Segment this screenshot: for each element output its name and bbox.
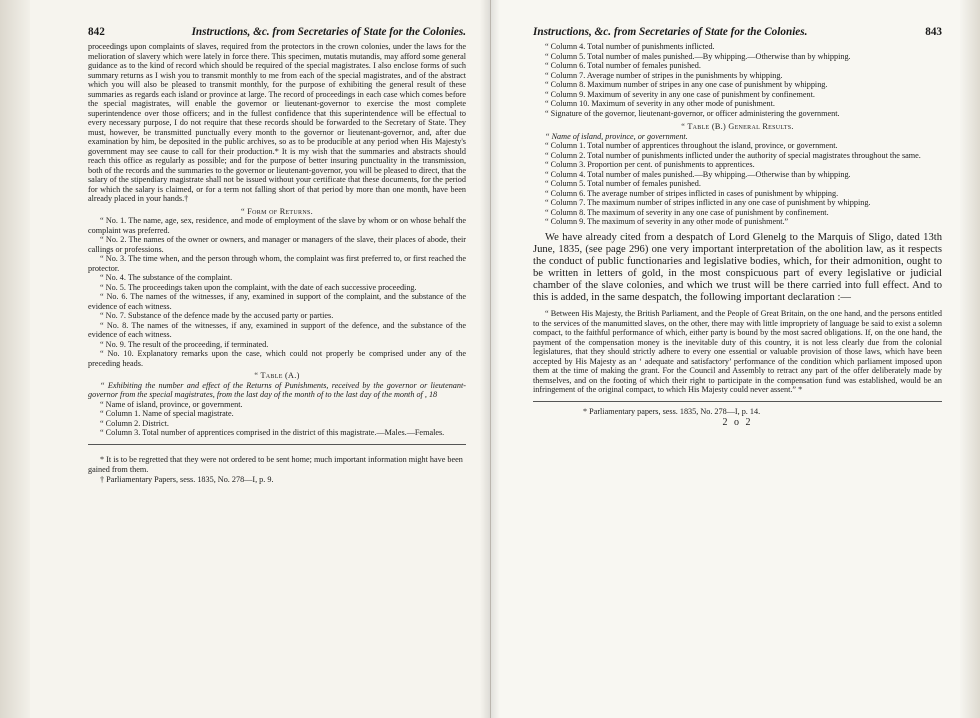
table-a-items-list — [88, 400, 466, 438]
table-a-item: “ Name of island, province, or government. — [100, 399, 243, 409]
left-page-edge — [0, 0, 30, 718]
form-items-list — [88, 216, 466, 368]
table-b-items-list — [533, 132, 942, 227]
left-footnotes — [88, 451, 466, 485]
table-a-column: “ Column 8. Maximum number of stripes in any one case of punishment by whipping. — [545, 80, 828, 89]
form-of-returns-heading: “ Form of Returns. — [241, 206, 313, 216]
table-b-item: “ Column 1. Total number of apprentices throughout the island, province, or government. — [545, 141, 838, 150]
right-body-text — [533, 232, 942, 305]
right-running-title: Instructions, &c. from Secretaries of State for the Colonies. — [533, 26, 808, 38]
table-b-heading: “ Table (B.) General Results. — [681, 122, 794, 131]
left-footnote-rule — [88, 444, 466, 445]
right-running-head — [533, 26, 942, 38]
form-item: “ No. 2. The names of the owner or owners, and manager or managers of the slave, their places of abode, their callings or professions. — [88, 235, 466, 254]
table-a-heading: “ Table (A.) — [254, 371, 300, 380]
right-page-number: 843 — [925, 26, 942, 38]
table-b-item: “ Column 3. Proportion per cent. of punishments to apprentices. — [545, 160, 755, 169]
form-item: “ No. 5. The proceedings taken upon the complaint, with the date of each successive proceeding. — [100, 282, 417, 292]
left-intro-paragraph: proceedings upon complaints of slaves, required from the protectors in the crown colonies, under the laws for the melioration of slavery which were lately in force there. This specimen, mutatis mutandis, may afford some general guidance as to the kind of record which should be required of the special magistrates. I also enclose forms of such summary returns as I wish you to transmit monthly to me from each of the special magistrates, and of the abstract which you will also be pleased to transmit monthly, for the purpose of exhibiting the general result of these summaries as regards each island or province at large. The record of proceedings in each case which comes before the special magistrates, will enable the governor or lieutenant-governor to exercise the most complete superintendence over those officers; and in the fullest confidence that this superintendence will be effectual to every necessary purpose, I do not require that these records should be forwarded to the Secretary of State. They must, however, be transmitted punctually every month to the governor or lieutenant-governor, and, after due examination by him, be deposited in the public archives, so as to be producible at any period when His Majesty's government may see cause to call for their production.* It is my wish that the summaries and abstracts should reach this office as regularly as possible; and for the purpose of better insuring punctuality in the transmission, both of the records and the summaries to the governor or lieutenant-governor, you will be pleased to direct, that the salary of the stipendiary magistrate shall not be issued without your certificate that these documents, for the period for which the salary is claimed, or for a term not falling short of that period by more than one month, have been already placed in your hands.† — [88, 42, 466, 203]
table-a-columns-continued — [533, 42, 942, 118]
table-b-item: “ Name of island, province, or government. — [545, 131, 688, 141]
table-b-item: “ Column 6. The average number of stripes inflicted in cases of punishment by whipping. — [545, 188, 839, 198]
left-footnote: * It is to be regretted that they were not ordered to be sent home; much important information might have been gained from them. — [88, 454, 463, 474]
left-page-number: 842 — [88, 26, 105, 38]
table-b-item: “ Column 2. Total number of punishments inflicted under the authority of special magistrates throughout the same. — [545, 150, 921, 160]
table-b-item: “ Column 9. The maximum of severity in any other mode of punishment.” — [545, 217, 789, 226]
right-footnote-rule — [533, 401, 942, 402]
table-a-column: “ Column 4. Total number of punishments inflicted. — [545, 42, 715, 51]
table-b-item: “ Column 4. Total number of males punished.—By whipping.—Otherwise than by whipping. — [545, 169, 851, 179]
form-item: “ No. 9. The result of the proceeding, if terminated. — [100, 339, 269, 349]
left-text-block — [88, 42, 466, 438]
table-a-column: “ Column 5. Total number of males punished.—By whipping.—Otherwise than by whipping. — [545, 51, 851, 61]
form-item: “ No. 1. The name, age, sex, residence, and mode of employment of the slave by whom or on whose behalf the complaint was preferred. — [88, 216, 466, 235]
right-footnotes — [533, 404, 942, 428]
right-footnote: * Parliamentary papers, sess. 1835, No. 278—I, p. 14. — [583, 406, 761, 416]
form-item: “ No. 10. Explanatory remarks upon the case, which could not properly be comprised under any of the preceding heads. — [88, 349, 466, 368]
form-item: “ No. 7. Substance of the defence made by the accused party or parties. — [100, 311, 334, 320]
table-b-item: “ Column 5. Total number of females punished. — [545, 179, 701, 188]
quoted-declaration: “ Between His Majesty, the British Parliament, and the People of Great Britain, on the one hand, and the persons entitled to the services of the manumitted slaves, on the other, there may with little impropriety of language be said to exist a solemn compact, to the faithful performance of which, either party is bound by the most sacred obligations. If, on the one hand, the payment of the compensation money is the inevitable duty of this country, it is not less clearly due from the colonial legislatures, that they should strictly adhere to every one essential or valuable provision of those laws, which have been accepted by His Majesty as an ‘ adequate and satisfactory’ performance of the condition which parliament imposed upon them at the time of making the grant. For the Council and Assembly to retract any part of the offer deliberately made by themselves, and on the footing of which their right to participate in the compensation fund was established, would be an infringement of the original compact, to which His Majesty could never assent.” * — [533, 309, 942, 395]
left-running-title: Instructions, &c. from Secretaries of State for the Colonies. — [191, 26, 466, 38]
form-item: “ No. 8. The names of the witnesses, if any, examined in support of the defence, and the substance of the evidence of each witness. — [88, 320, 466, 339]
form-item: “ No. 4. The substance of the complaint. — [100, 273, 233, 282]
table-a-column: “ Column 10. Maximum of severity in any other mode of punishment. — [545, 99, 775, 108]
table-a-column: “ Column 7. Average number of stripes in the punishments by whipping. — [545, 70, 783, 80]
left-running-head — [88, 26, 466, 38]
table-a-column: “ Signature of the governor, lieutenant-governor, or officer administering the government. — [545, 108, 840, 118]
table-a-caption: “ Exhibiting the number and effect of the Returns of Punishments, received by the governor or lieutenant-governor from the special magistrates, from the last day of the month of to the last day of the month of , 18 — [88, 380, 466, 399]
table-a-column: “ Column 9. Maximum of severity in any one case of punishment by confinement. — [545, 89, 815, 99]
table-a-item: “ Column 1. Name of special magistrate. — [100, 409, 234, 418]
table-a-column: “ Column 6. Total number of females punished. — [545, 61, 701, 70]
form-item: “ No. 3. The time when, and the person through whom, the complaint was first preferred to, or first reached the protector. — [88, 254, 466, 273]
right-page — [490, 0, 980, 718]
body-paragraph: We have already cited from a despatch of Lord Glenelg to the Marquis of Sligo, dated 13th June, 1835, (see page 296) one very important interpretation of the abolition law, as it respects the conduct of public functionaries and legislative bodies, which, for their admonition, ought to be written in letters of gold, in the most conspicuous part of every legislative or judicial chamber of the slave colonies, and which we trust will be there carried into full effect. And to this is added, in the same despatch, the following important declaration :— — [533, 231, 942, 303]
left-footnote: † Parliamentary Papers, sess. 1835, No. 278—I, p. 9. — [100, 474, 274, 484]
right-quote-block — [533, 309, 942, 395]
table-b-item: “ Column 7. The maximum number of stripes inflicted in any one case of punishment by whipping. — [545, 198, 871, 207]
right-text-block — [533, 42, 942, 227]
form-item: “ No. 6. The names of the witnesses, if any, examined in support of the complaint, and the substance of the evidence of each witness. — [88, 292, 466, 311]
table-a-item: “ Column 2. District. — [100, 418, 169, 428]
right-page-edge — [960, 0, 980, 718]
table-a-item: “ Column 3. Total number of apprentices comprised in the district of this magistrate.—Males.—Females. — [100, 428, 445, 437]
signature-mark: 2 o 2 — [722, 416, 753, 428]
table-b-item: “ Column 8. The maximum of severity in any one case of punishment by confinement. — [545, 207, 829, 217]
